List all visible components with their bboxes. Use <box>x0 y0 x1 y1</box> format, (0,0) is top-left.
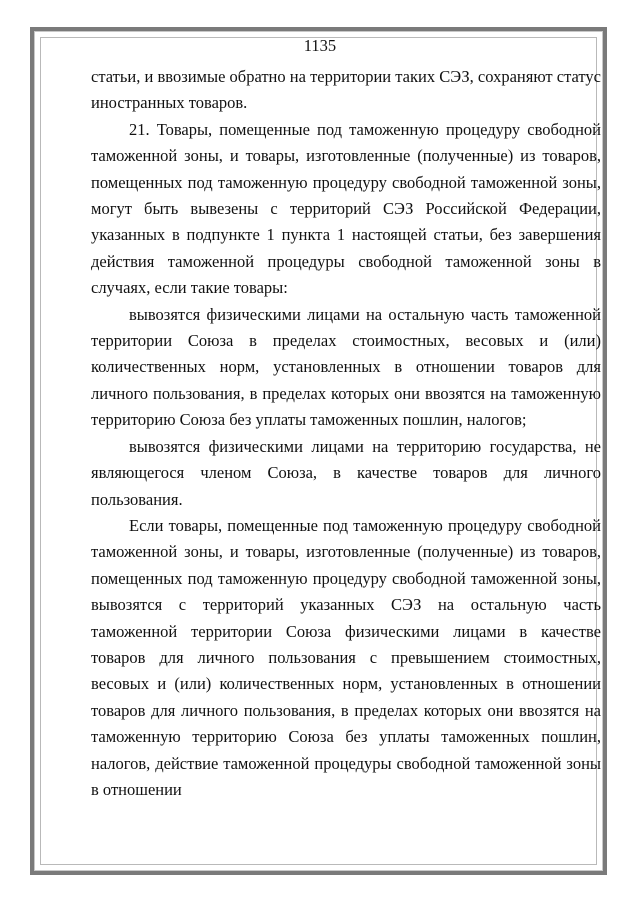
paragraph-item-21: 21. Товары, помещенные под таможенную процедуру свободной таможенной зоны, и товары, изготовленные (полученные) из товаров, помещенных под таможенную процедуру свободной таможенной зоны, могут быть вывезены с территорий СЭЗ Российской Федерации, указанных в подпункте 1 пункта 1 настоящей статьи, без завершения действия таможенной процедуры свободной таможенной зоны в случаях, если такие товары: <box>91 119 601 298</box>
paragraph-case-1: вывозятся физическими лицами на остальную часть таможенной территории Союза в пределах стоимостных, весовых и (или) количественных норм, установленных в отношении товаров для личного пользования, в пределах которых они ввозятся на таможенную территорию Союза без уплаты таможенных пошлин, налогов; <box>91 304 601 430</box>
paragraph-exceeding-norms: Если товары, помещенные под таможенную процедуру свободной таможенной зоны, и товары, изготовленные (полученные) из товаров, помещенных под таможенную процедуру свободной таможенной зоны, вывозятся с территорий указанных СЭЗ на остальную часть таможенной территории Союза физическими лицами в качестве товаров для личного пользования с превышением стоимостных, весовых и (или) количественных норм, установленных в отношении товаров для личного пользования, в пределах которых они ввозятся на таможенную территорию Союза без уплаты таможенных пошлин, налогов, действие таможенной процедуры свободной таможенной зоны в отношении <box>91 515 601 799</box>
paragraph-case-2: вывозятся физическими лицами на территорию государства, не являющегося членом Союза, в качестве товаров для личного пользования. <box>91 436 601 509</box>
page-number: 1135 <box>303 36 337 55</box>
paragraph-continuation: статьи, и ввозимые обратно на территории таких СЭЗ, сохраняют статус иностранных товаров. <box>91 67 601 113</box>
document-body <box>91 64 601 803</box>
